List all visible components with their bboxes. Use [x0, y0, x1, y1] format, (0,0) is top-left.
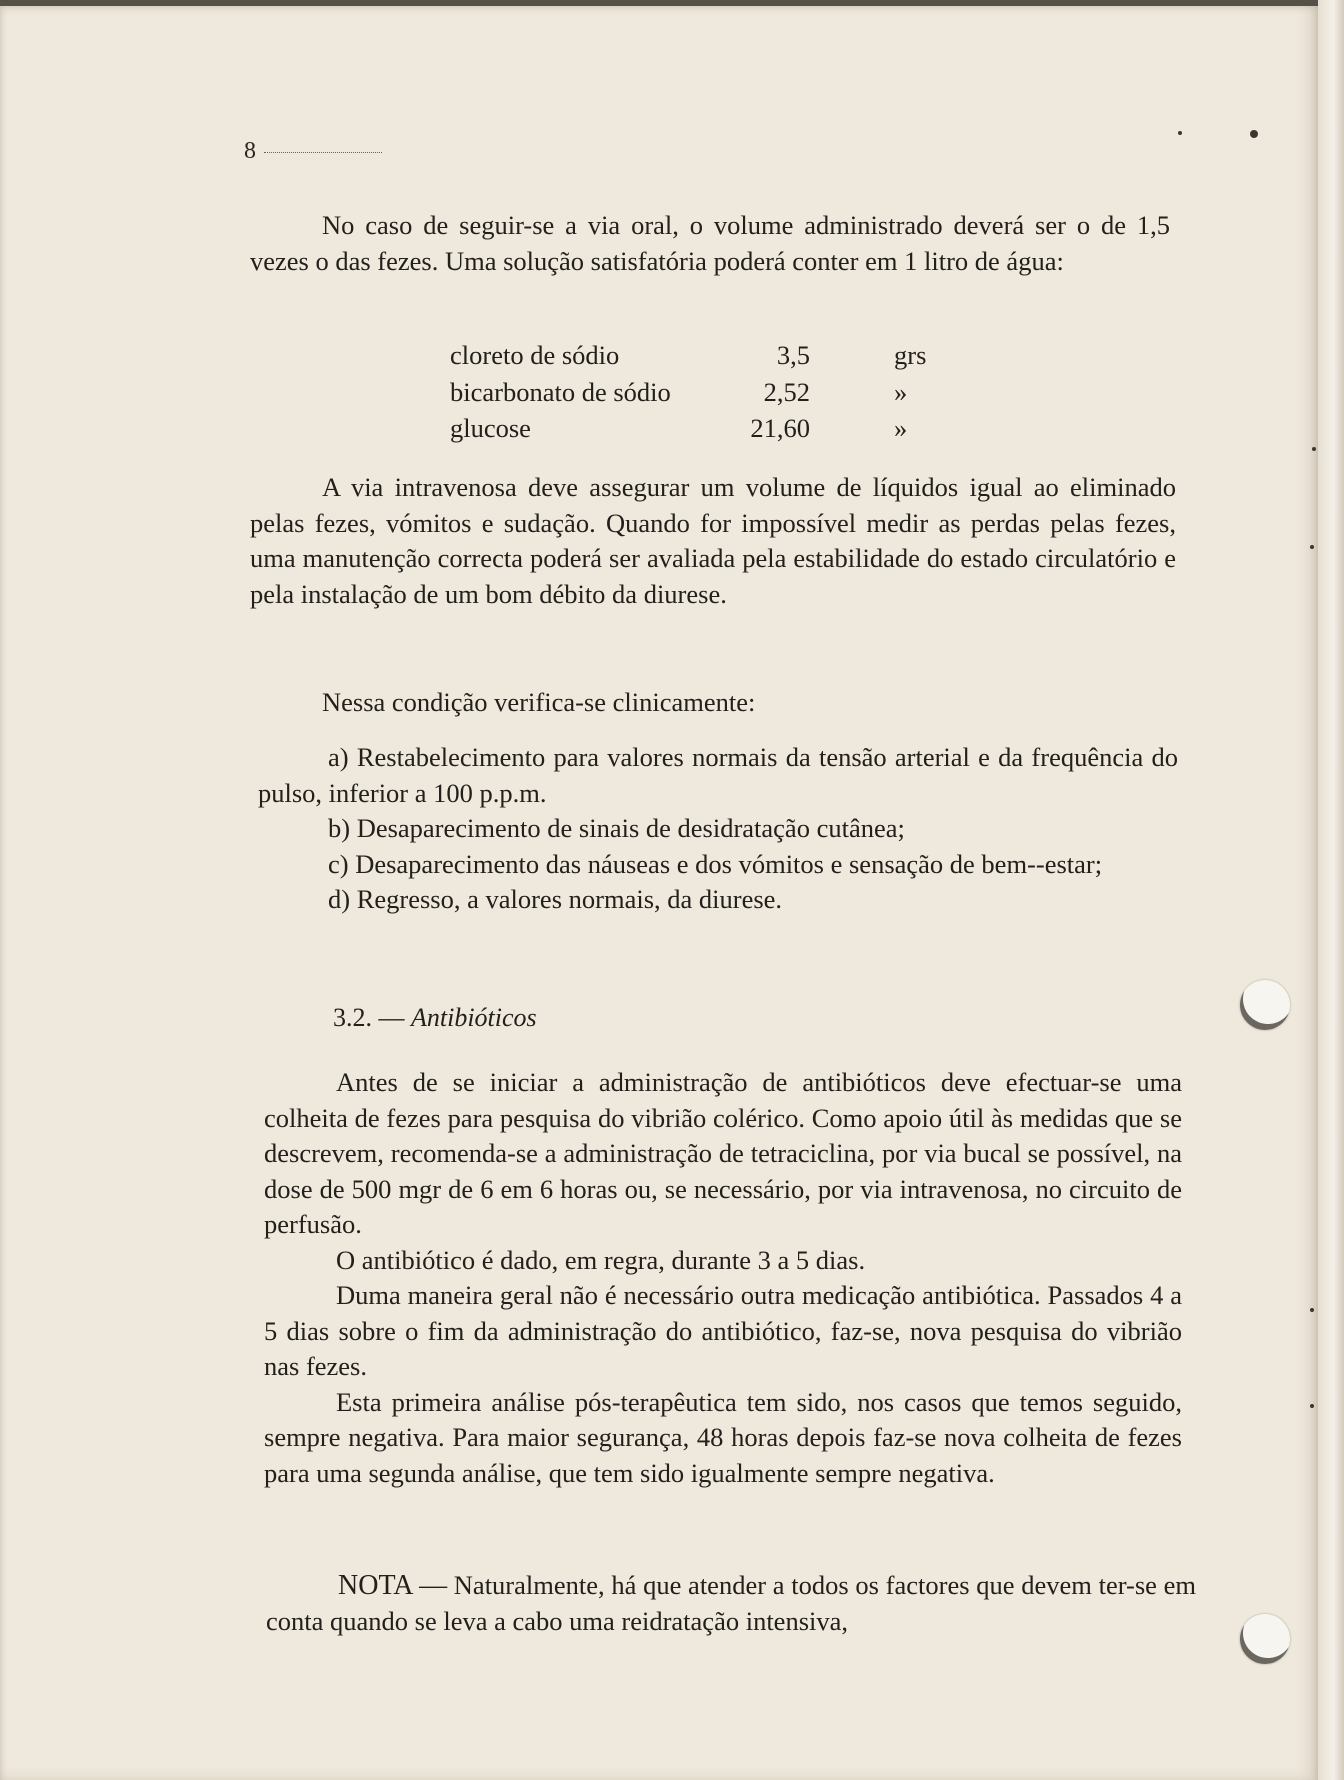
table-row: [450, 413, 930, 450]
paragraph-text: Esta primeira análise pós-terapêutica tem sido, nos casos que temos seguido, sempre negativa. Para maior segurança, 48 horas depois faz-se nova colheita de fezes para uma segunda análise, que tem sido igualmente sempre negativa.: [264, 1386, 1182, 1488]
table-row: [450, 340, 930, 377]
punch-hole-upper: [1240, 980, 1290, 1030]
ingredient-quantity: 21,60: [750, 413, 810, 443]
note-paragraph: [266, 1568, 1196, 1639]
note-text: Naturalmente, há que atender a todos os factores que devem ter-se em conta quando se leva a cabo uma reidratação intensiva,: [266, 1570, 1196, 1636]
paragraph-oral-route: [250, 208, 1170, 279]
top-shadow: [0, 0, 1318, 6]
paragraph-text: O antibiótico é dado, em regra, durante 3 a 5 dias.: [336, 1244, 866, 1275]
paragraph-text: No caso de seguir-se a via oral, o volume administrado deverá ser o de 1,5 vezes o das fezes. Uma solução satisfatória poderá conter em 1 litro de água:: [250, 210, 1170, 276]
section-heading: [333, 1003, 537, 1033]
ingredient-unit: grs: [894, 340, 927, 370]
punch-hole-lower: [1240, 1614, 1290, 1664]
list-item: a) Restabelecimento para valores normais da tensão arterial e da frequência do pulso, inferior a 100 p.p.m.: [258, 742, 1178, 808]
list-item: c) Desaparecimento das náuseas e dos vómitos e sensação de bem--estar;: [328, 848, 1103, 879]
solution-table: [450, 340, 930, 450]
paragraph-text: A via intravenosa deve assegurar um volume de líquidos igual ao eliminado pelas fezes, vómitos e sudação. Quando for impossível medir as perdas pelas fezes, uma manutenção correcta poderá ser avaliada pela estabilidade do estado circulatório e pela instalação de um bom débito da diurese.: [250, 472, 1176, 609]
paragraph-text: Nessa condição verifica-se clinicamente:: [322, 687, 756, 717]
ingredient-unit: »: [894, 413, 908, 443]
ingredient-unit: »: [894, 376, 908, 407]
paragraph-text: Antes de se iniciar a administração de antibióticos deve efectuar-se uma colheita de fezes para pesquisa do vibrião colérico. Como apoio útil às medidas que se descrevem, recomenda-se a administração de tetraciclina, por via bucal se possível, na dose de 500 mgr de 6 em 6 horas ou, se necessário, por via intravenosa, no circuito de perfusão.: [264, 1067, 1182, 1239]
list-item: d) Regresso, a valores normais, da diurese.: [328, 884, 783, 914]
ingredient-name: glucose: [450, 413, 531, 443]
ingredient-quantity: 3,5: [776, 340, 810, 370]
paragraph-clinical-condition: [250, 685, 1170, 721]
sheet-edge: [1318, 0, 1344, 1780]
note-lead: NOTA —: [338, 1570, 448, 1601]
antibiotics-body: [264, 1065, 1182, 1491]
page-number-rule: [264, 152, 382, 154]
table-row: [450, 377, 930, 414]
page-number: 8: [244, 138, 256, 164]
ingredient-name: bicarbonato de sódio: [450, 376, 671, 407]
clinical-signs-list: [258, 740, 1178, 918]
section-number: 3.2. —: [333, 1003, 405, 1032]
list-item: b) Desaparecimento de sinais de desidratação cutânea;: [328, 813, 905, 843]
ingredient-name: cloreto de sódio: [450, 340, 620, 370]
paragraph-text: Duma maneira geral não é necessário outra medicação antibiótica. Passados 4 a 5 dias sobre o fim da administração do antibiótico, faz-se, nova pesquisa do vibrião nas fezes.: [264, 1280, 1182, 1381]
paragraph-intravenous: [250, 470, 1176, 612]
ingredient-quantity: 2,52: [763, 376, 810, 407]
section-title: Antibióticos: [411, 1003, 537, 1032]
